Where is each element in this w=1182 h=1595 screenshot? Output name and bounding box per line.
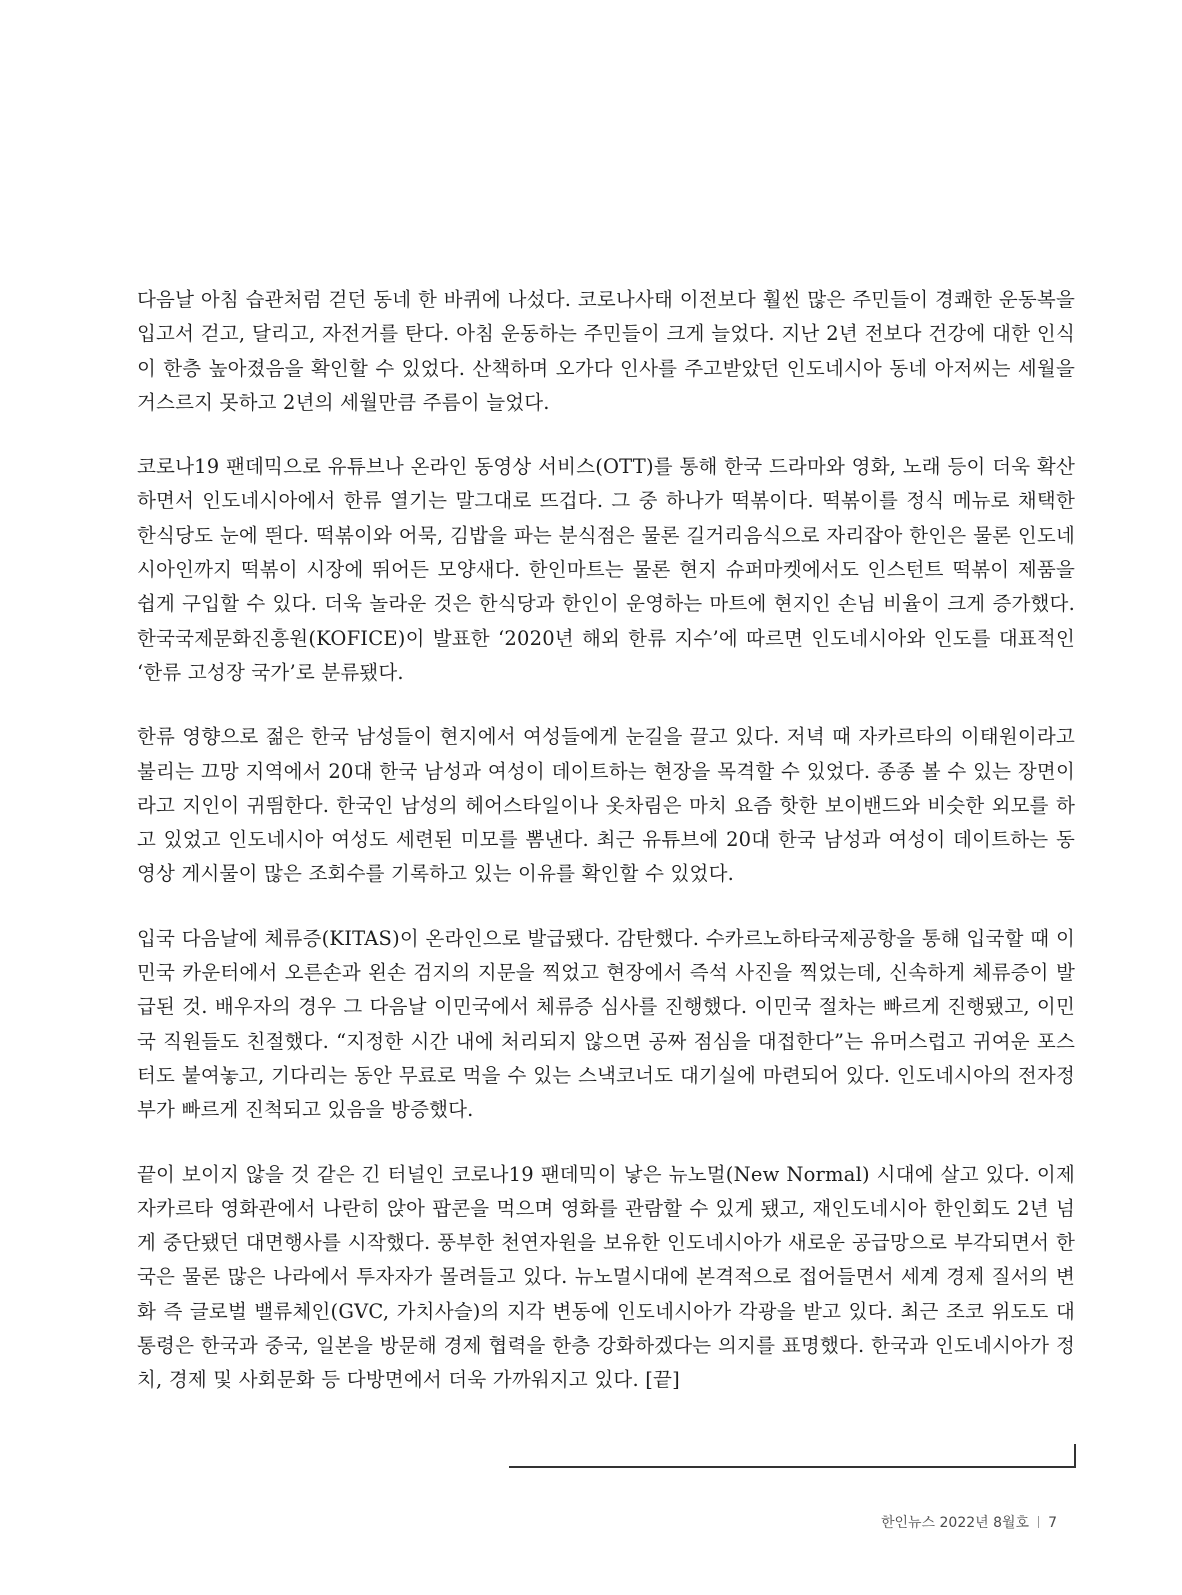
- publication-label: 한인뉴스 2022년 8월호: [880, 1515, 1030, 1531]
- paragraph: 한류 영향으로 젊은 한국 남성들이 현지에서 여성들에게 눈길을 끌고 있다. 저녁 때 자카르타의 이태원이라고 불리는 끄망 지역에서 20대 한국 남성과 여성이 데이트하는 현장을 목격할 수 있었다. 종종 볼 수 있는 장면이라고 지인이 귀띔한다. 한국인 남성의 헤어스타일이나 옷차림은 마치 요즘 핫한 보이밴드와 비슷한 외모를 하고 있었고 인도네시아 여성도 세련된 미모를 뽐낸다. 최근 유튜브에 20대 한국 남성과 여성이 데이트하는 동영상 게시물이 많은 조회수를 기록하고 있는 이유를 확인할 수 있었다.: [137, 725, 1075, 886]
- page-number: 7: [1048, 1515, 1057, 1531]
- paragraph: 다음날 아침 습관처럼 걷던 동네 한 바퀴에 나섰다. 코로나사태 이전보다 훨씬 많은 주민들이 경쾌한 운동복을 입고서 걷고, 달리고, 자전거를 탄다. 아침 운동하는 주민들이 크게 늘었다. 지난 2년 전보다 건강에 대한 인식이 한층 높아졌음을 확인할 수 있었다. 산책하며 오가다 인사를 주고받았던 인도네시아 동네 아저씨는 세월을 거스르지 못하고 2년의 세월만큼 주름이 늘었다.: [137, 288, 1075, 414]
- paragraph: 끝이 보이지 않을 것 같은 긴 터널인 코로나19 팬데믹이 낳은 뉴노멀(New Normal) 시대에 살고 있다. 이제 자카르타 영화관에서 나란히 앉아 팝콘을 먹으며 영화를 관람할 수 있게 됐고, 재인도네시아 한인회도 2년 넘게 중단됐던 대면행사를 시작했다. 풍부한 천연자원을 보유한 인도네시아가 새로운 공급망으로 부각되면서 한국은 물론 많은 나라에서 투자자가 몰려들고 있다. 뉴노멀시대에 본격적으로 접어들면서 세계 경제 질서의 변화 즉 글로벌 밸류체인(GVC, 가치사슬)의 지각 변동에 인도네시아가 각광을 받고 있다. 최근 조코 위도도 대통령은 한국과 중국, 일본을 방문해 경제 협력을 한층 강화하겠다는 의지를 표명했다. 한국과 인도네시아가 정치, 경제 및 사회문화 등 다방면에서 더욱 가까워지고 있다. [끝]: [137, 1162, 1075, 1392]
- paragraph: 입국 다음날에 체류증(KITAS)이 온라인으로 발급됐다. 감탄했다. 수카르노하타국제공항을 통해 입국할 때 이민국 카운터에서 오른손과 왼손 검지의 지문을 찍었고 현장에서 즉석 사진을 찍었는데, 신속하게 체류증이 발급된 것. 배우자의 경우 그 다음날 이민국에서 체류증 심사를 진행했다. 이민국 절차는 빠르게 진행됐고, 이민국 직원들도 친절했다. “지정한 시간 내에 처리되지 않으면 공짜 점심을 대접한다”는 유머스럽고 귀여운 포스터도 붙여놓고, 기다리는 동안 무료로 먹을 수 있는 스낵코너도 대기실에 마련되어 있다. 인도네시아의 전자정부가 빠르게 진척되고 있음을 방증했다.: [137, 926, 1075, 1122]
- end-rule-line: [509, 1466, 1076, 1468]
- end-rule-tick: [1074, 1444, 1076, 1468]
- paragraph: 코로나19 팬데믹으로 유튜브나 온라인 동영상 서비스(OTT)를 통해 한국 드라마와 영화, 노래 등이 더욱 확산하면서 인도네시아에서 한류 열기는 말그대로 뜨겁다. 그 중 하나가 떡볶이다. 떡볶이를 정식 메뉴로 채택한 한식당도 눈에 띈다. 떡볶이와 어묵, 김밥을 파는 분식점은 물론 길거리음식으로 자리잡아 한인은 물론 인도네시아인까지 떡볶이 시장에 뛰어든 모양새다. 한인마트는 물론 현지 슈퍼마켓에서도 인스턴트 떡볶이 제품을 쉽게 구입할 수 있다. 더욱 놀라운 것은 한식당과 한인이 운영하는 마트에 현지인 손님 비율이 크게 증가했다. 한국국제문화진흥원(KOFICE)이 발표한 ‘2020년 해외 한류 지수’에 따르면 인도네시아와 인도를 대표적인 ‘한류 고성장 국가’로 분류됐다.: [137, 455, 1075, 684]
- article-body: [137, 283, 1075, 1428]
- page-footer: [881, 1512, 1057, 1532]
- footer-divider: [1038, 1516, 1039, 1528]
